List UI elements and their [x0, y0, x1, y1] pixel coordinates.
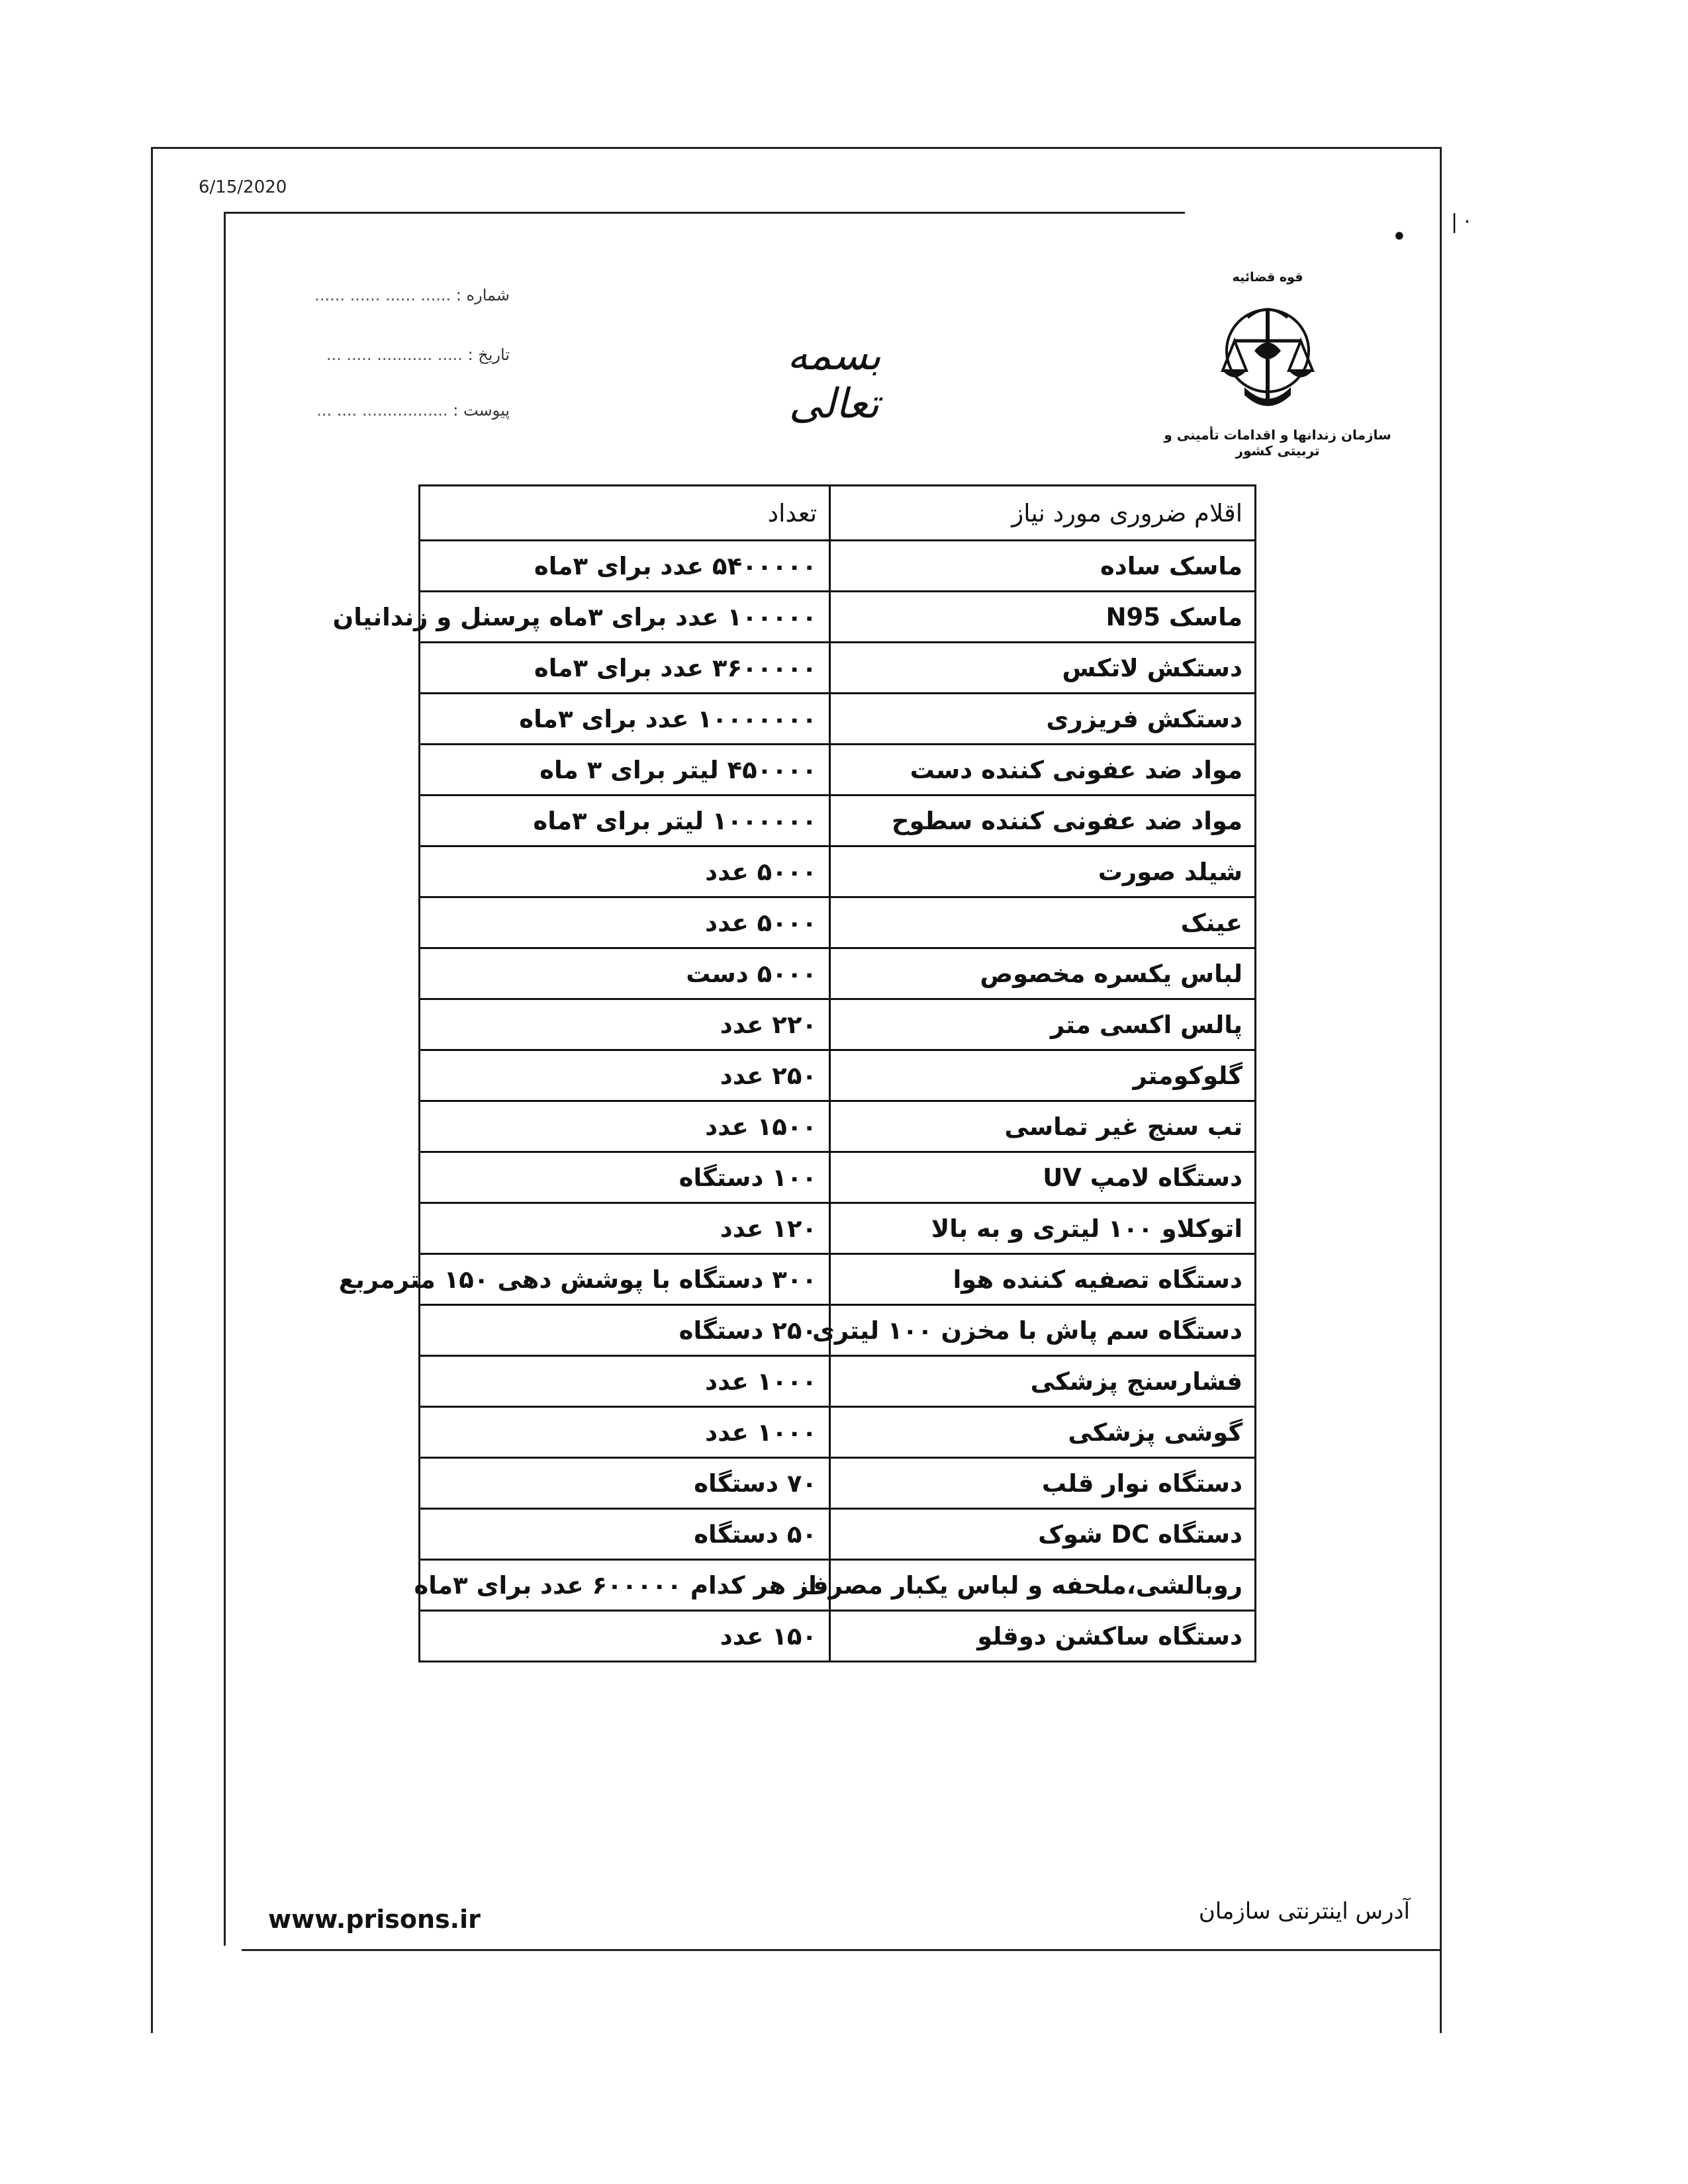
table-row: [420, 846, 1256, 897]
date-label: تاریخ :: [467, 345, 510, 364]
item-quantity: ۵۰۰۰ دست: [420, 948, 830, 999]
header-qty: تعداد: [420, 486, 830, 541]
item-name: ماسک ساده: [830, 541, 1256, 592]
item-name: دستگاه تصفیه کننده هوا: [830, 1254, 1256, 1305]
table-row: [420, 745, 1256, 796]
item-quantity: ۵۰۰۰ عدد: [420, 846, 830, 897]
item-quantity: ۲۵۰ دستگاه: [420, 1305, 830, 1356]
bismillah-heading: بسمه تعالی: [787, 331, 881, 428]
item-quantity: ۲۵۰ عدد: [420, 1050, 830, 1101]
item-name: دستگاه ساکشن دوقلو: [830, 1611, 1256, 1662]
item-quantity: ۳۰۰ دستگاه با پوشش دهی ۱۵۰ مترمربع: [420, 1254, 830, 1305]
item-name: تب سنج غیر تماسی: [830, 1101, 1256, 1152]
table-row: [420, 1356, 1256, 1407]
item-quantity: ۱۵۰۰ عدد: [420, 1101, 830, 1152]
item-name: دستگاه سم پاش با مخزن ۱۰۰ لیتری: [830, 1305, 1256, 1356]
date-field: [265, 345, 510, 364]
item-quantity: ۱۰۰۰۰۰۰ لیتر برای ۳ماه: [420, 796, 830, 846]
table-row: [420, 1101, 1256, 1152]
judiciary-emblem-icon: [1208, 288, 1327, 420]
item-name: دستگاه لامپ UV: [830, 1152, 1256, 1203]
item-name: دستگاه DC شوک: [830, 1509, 1256, 1560]
item-name: پالس اکسی متر: [830, 999, 1256, 1050]
item-quantity: ۴۵۰۰۰۰ لیتر برای ۳ ماه: [420, 745, 830, 796]
item-name: ماسک N95: [830, 592, 1256, 643]
table-row: [420, 592, 1256, 643]
attachment-dots: ................. .... ...: [316, 401, 448, 420]
table-row: [420, 643, 1256, 694]
table-row: [420, 1305, 1256, 1356]
table-row: [420, 897, 1256, 948]
item-quantity: ۵۰۰۰ عدد: [420, 897, 830, 948]
table-row: [420, 1509, 1256, 1560]
item-quantity: ۷۰ دستگاه: [420, 1458, 830, 1509]
table-row: [420, 1254, 1256, 1305]
org-top-text: قوه قضائیه: [1232, 270, 1303, 285]
item-quantity: از هر کدام ۶۰۰۰۰۰ عدد برای ۳ماه: [420, 1560, 830, 1611]
table-row: [420, 999, 1256, 1050]
frame-inner-top-line: [225, 212, 1185, 214]
number-label: شماره :: [455, 286, 510, 304]
table-row: [420, 1560, 1256, 1611]
item-quantity: ۱۲۰ عدد: [420, 1203, 830, 1254]
frame-bottom-line: [242, 1949, 1440, 1951]
item-quantity: ۱۰۰۰۰۰ عدد برای ۳ماه پرسنل و زندانیان: [420, 592, 830, 643]
table-row: [420, 1458, 1256, 1509]
table-row: [420, 1407, 1256, 1458]
item-quantity: ۲۲۰ عدد: [420, 999, 830, 1050]
item-quantity: ۳۶۰۰۰۰۰ عدد برای ۳ماه: [420, 643, 830, 694]
item-quantity: ۵۴۰۰۰۰۰ عدد برای ۳ماه: [420, 541, 830, 592]
table-row: [420, 1611, 1256, 1662]
org-name: سازمان زندانها و اقدامات تأمینی و تربیتی کشور: [1164, 427, 1391, 459]
item-quantity: ۱۰۰۰ عدد: [420, 1407, 830, 1458]
item-quantity: ۱۰۰۰۰۰۰۰ عدد برای ۳ماه: [420, 694, 830, 745]
header-item: اقلام ضروری مورد نیاز: [830, 486, 1256, 541]
footer-website-url[interactable]: www.prisons.ir: [268, 1905, 481, 1934]
table-row: [420, 796, 1256, 846]
item-name: مواد ضد عفونی کننده سطوح: [830, 796, 1256, 846]
item-name: لباس یکسره مخصوص: [830, 948, 1256, 999]
frame-inner-left-line: [224, 212, 226, 1946]
item-name: دستکش فریزری: [830, 694, 1256, 745]
footer-website-label: آدرس اینترنتی سازمان: [1198, 1898, 1410, 1925]
essential-items-table: [332, 484, 1256, 1662]
item-name: دستکش لاتکس: [830, 643, 1256, 694]
item-quantity: ۵۰ دستگاه: [420, 1509, 830, 1560]
frame-right-line: [1440, 147, 1442, 2033]
scan-dot: •: [1391, 222, 1407, 252]
item-quantity: ۱۵۰ عدد: [420, 1611, 830, 1662]
number-dots: ...... ...... ...... ......: [314, 286, 451, 304]
attachment-label: پیوست :: [453, 401, 510, 420]
table-row: [420, 1050, 1256, 1101]
item-name: فشارسنج پزشکی: [830, 1356, 1256, 1407]
print-date: 6/15/2020: [199, 177, 287, 197]
item-name: دستگاه نوار قلب: [830, 1458, 1256, 1509]
table-row: [420, 541, 1256, 592]
table-row: [420, 1203, 1256, 1254]
table-header-row: [420, 486, 1256, 541]
item-quantity: ۱۰۰۰ عدد: [420, 1356, 830, 1407]
item-name: اتوکلاو ۱۰۰ لیتری و به بالا: [830, 1203, 1256, 1254]
frame-left-line: [151, 147, 153, 2033]
table-row: [420, 948, 1256, 999]
item-name: گلوکومتر: [830, 1050, 1256, 1101]
number-field: [265, 286, 510, 304]
table-row: [420, 1152, 1256, 1203]
item-name: گوشی پزشکی: [830, 1407, 1256, 1458]
date-dots: ..... ........... ..... ...: [326, 345, 463, 364]
frame-top-line: [151, 147, 1442, 149]
page-mark: | ·: [1451, 210, 1471, 234]
item-name: روبالشی،ملحفه و لباس یکبار مصرف: [830, 1560, 1256, 1611]
attachment-field: [265, 401, 510, 420]
item-name: شیلد صورت: [830, 846, 1256, 897]
item-name: مواد ضد عفونی کننده دست: [830, 745, 1256, 796]
item-name: عینک: [830, 897, 1256, 948]
item-quantity: ۱۰۰ دستگاه: [420, 1152, 830, 1203]
table-row: [420, 694, 1256, 745]
